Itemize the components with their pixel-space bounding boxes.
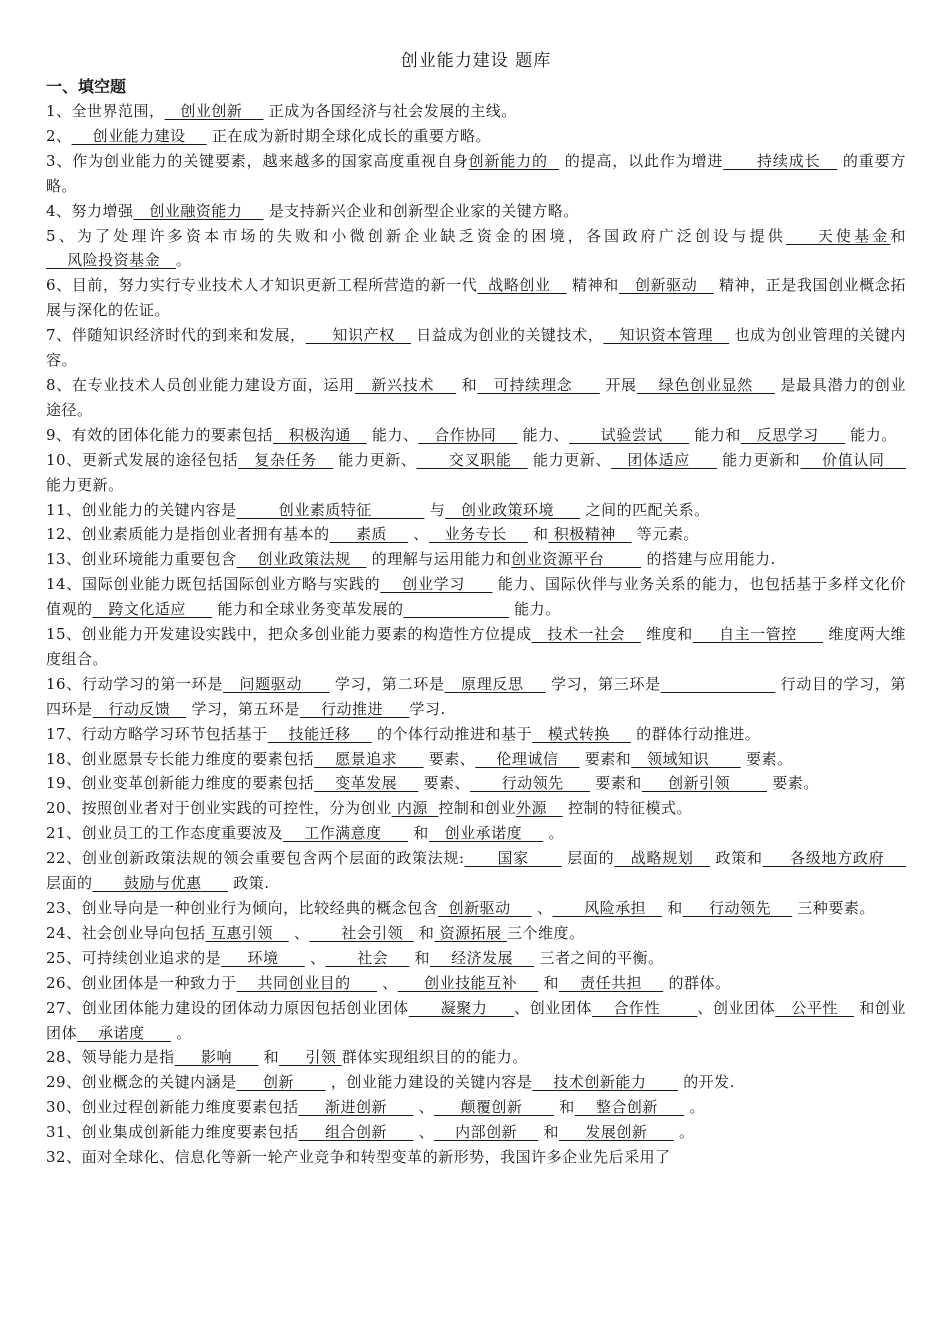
question-number: 3、 <box>46 151 73 170</box>
question-number: 26、 <box>46 973 82 992</box>
question-text: 的群体行动推进。 <box>630 724 761 743</box>
question-number: 5、 <box>46 226 77 245</box>
question-text: 更新式发展的途径包括 <box>81 450 239 469</box>
question-item <box>46 1145 906 1170</box>
question-item <box>46 199 906 224</box>
document-title: 创业能力建设 题库 <box>400 51 552 71</box>
answer-blank: 跨文化适应 <box>92 600 213 619</box>
question-text: 要素、 <box>423 749 476 768</box>
question-item <box>46 796 906 821</box>
question-text: 可持续创业追求的是 <box>81 948 222 967</box>
answer-blank: 创新引领 <box>641 774 767 793</box>
question-number: 16、 <box>46 674 82 693</box>
question-text: 能力、 <box>517 425 570 444</box>
answer-blank: 创业素质特征 <box>236 500 425 519</box>
answer-blank: 绿色创业显然 <box>636 375 775 394</box>
question-number: 10、 <box>46 450 82 469</box>
answer-blank: 技能迁移 <box>267 724 372 743</box>
question-text: 创业能力的关键内容是 <box>81 500 237 519</box>
answer-blank: 战略规划 <box>614 849 711 868</box>
answer-blank: 积极沟通 <box>273 425 367 444</box>
question-item <box>46 323 906 373</box>
question-item <box>46 522 906 547</box>
question-text: 和 <box>661 899 683 917</box>
answer-blank: 凝聚力 <box>408 998 515 1017</box>
question-text: 能力和 <box>689 425 741 444</box>
answer-blank: 渐进创新 <box>298 1098 414 1117</box>
question-text: 精神和 <box>566 276 619 295</box>
question-text: 创业素质能力是指创业者拥有基本的 <box>81 525 330 544</box>
question-text: 目前，努力实行专业技术人才知识更新工程所营造的新一代 <box>71 276 478 295</box>
question-text: 能力、 <box>366 425 419 444</box>
answer-blank: 共同创业目的 <box>236 973 378 992</box>
answer-blank: 技术创新能力 <box>532 1073 679 1092</box>
question-text: 创业团体能力建设的团体动力原因包括创业团体 <box>81 998 409 1017</box>
question-text: ，创业能力建设的关键内容是 <box>325 1073 533 1092</box>
question-item <box>46 124 906 149</box>
question-text: 和 <box>258 1048 280 1067</box>
question-text: 创业能力开发建设实践中，把众多创业能力要素的构造性方位提成 <box>81 625 532 644</box>
question-text: 开展 <box>599 375 637 394</box>
question-text: 、 <box>304 948 326 967</box>
answer-blank: 引领 <box>279 1048 342 1067</box>
answer-blank: 天使基金 <box>785 226 891 245</box>
question-text: 控制的特征模式。 <box>562 799 693 818</box>
question-text: 创业愿景专长能力维度的要素包括 <box>81 749 315 768</box>
question-text: 创业变革创新能力维度的要素包括 <box>81 774 315 793</box>
question-text: 和 <box>554 1098 575 1117</box>
question-text: 和 <box>890 226 906 245</box>
question-text: 和 <box>413 923 435 942</box>
question-text: 。 <box>673 1123 695 1142</box>
question-text: 要素。 <box>740 749 793 768</box>
question-item <box>46 1095 906 1120</box>
question-item <box>46 1120 906 1145</box>
question-number: 1、 <box>46 102 72 120</box>
answer-blank: 社会 <box>325 948 410 967</box>
question-text: 之间的匹配关系。 <box>580 500 710 519</box>
question-number: 29、 <box>46 1073 82 1092</box>
question-number: 18、 <box>46 749 82 768</box>
answer-blank: 行动领先 <box>682 899 793 917</box>
answer-blank: 问题驱动 <box>223 674 330 693</box>
question-text: 国际创业能力既包括国际创业方略与实践的 <box>82 575 381 594</box>
answer-blank: 合作协同 <box>418 425 518 444</box>
question-text: 层面的 <box>561 849 615 868</box>
question-text: 社会创业导向包括 <box>81 923 206 942</box>
question-text: 创业过程创新能力维度要素包括 <box>81 1098 299 1117</box>
answer-blank: 战略创业 <box>477 276 567 295</box>
question-text: 是支持新兴企业和创新型企业家的关键方略。 <box>263 201 579 220</box>
question-item <box>46 423 906 448</box>
question-item <box>46 273 906 323</box>
answer-blank: 可持续理念 <box>477 375 600 394</box>
answer-blank: 伦理诚信 <box>475 749 580 768</box>
answer-blank: 影响 <box>174 1048 259 1067</box>
question-item <box>46 722 906 747</box>
question-text: 创业概念的关键内涵是 <box>81 1073 237 1092</box>
question-text: 、创业团体 <box>514 998 592 1017</box>
question-number: 20、 <box>46 799 82 818</box>
question-number: 6、 <box>46 276 72 295</box>
question-text: 要素和 <box>590 774 642 793</box>
question-text: 要素。 <box>767 774 819 793</box>
question-number: 21、 <box>46 824 82 843</box>
question-number: 30、 <box>46 1098 82 1117</box>
question-number: 4、 <box>46 201 72 220</box>
answer-blank: 变革发展 <box>314 774 419 793</box>
question-number: 31、 <box>46 1123 82 1142</box>
question-text: 正在成为新时期全球化成长的重要方略。 <box>206 126 491 145</box>
question-text: 三种要素。 <box>792 899 875 917</box>
question-text: 能力、国际伙伴与业务关系的能力，也包括基于多样文化价值观的 <box>46 575 906 619</box>
question-number: 32、 <box>46 1148 82 1167</box>
answer-blank: 创新能力的 <box>468 151 560 170</box>
question-text: 能力更新。 <box>46 475 124 494</box>
question-text: 全世界范围， <box>71 102 165 120</box>
answer-blank: 组合创新 <box>298 1123 414 1142</box>
question-text: 和 <box>409 948 431 967</box>
question-item <box>46 622 906 672</box>
question-text: 、 <box>413 1123 435 1142</box>
question-text: 政策和 <box>710 849 763 868</box>
question-item <box>46 996 906 1046</box>
question-text: 、 <box>288 923 310 942</box>
question-number: 14、 <box>46 575 82 594</box>
question-text: 学习，第三环是 <box>545 674 661 693</box>
question-number: 12、 <box>46 525 82 544</box>
answer-blank: 风险承担 <box>552 899 662 917</box>
answer-blank: 行动推进 <box>299 699 410 718</box>
question-text: 学习，第五环是 <box>186 699 300 718</box>
question-number: 17、 <box>46 724 82 743</box>
question-text: 和 <box>527 525 549 544</box>
answer-blank: 创新驱动 <box>438 899 532 917</box>
question-number: 19、 <box>46 774 82 793</box>
question-text: 等元素。 <box>631 525 699 544</box>
answer-blank: 风险投资基金 <box>46 251 176 270</box>
question-item <box>46 224 906 274</box>
question-item <box>46 846 906 896</box>
question-item <box>46 498 906 523</box>
question-text: 与 <box>424 500 446 519</box>
answer-blank: 承诺度 <box>77 1023 171 1042</box>
question-text: 控制和创业 <box>438 799 516 818</box>
question-text: 伴随知识经济时代的到来和发展， <box>71 326 306 345</box>
question-text: 是最具潜力的创业途径。 <box>46 375 906 419</box>
question-text: 的搭建与应用能力. <box>641 550 776 569</box>
answer-blank: 行动领先 <box>470 774 590 793</box>
question-item <box>46 99 906 124</box>
question-text: 政策. <box>227 874 270 893</box>
answer-blank: 合作性 <box>591 998 698 1017</box>
answer-blank: 知识产权 <box>305 326 411 345</box>
question-item <box>46 921 906 946</box>
question-text: 为了处理许多资本市场的失败和小微创新企业缺乏资金的困境，各国政府广泛创设与提供 <box>76 226 786 245</box>
question-text: 能力。 <box>845 425 897 444</box>
answer-blank: 原理反思 <box>444 674 546 693</box>
question-text: 的群体。 <box>663 973 731 992</box>
question-text: 。 <box>170 1023 192 1042</box>
question-number: 9、 <box>46 425 72 444</box>
question-text: 创业集成创新能力维度要素包括 <box>81 1123 299 1142</box>
question-text: 有效的团体化能力的要素包括 <box>71 425 274 444</box>
answer-blank: 创业资源平台 <box>511 550 642 569</box>
answer-blank: 外源 <box>515 799 563 818</box>
question-text: 、 <box>413 1098 435 1117</box>
question-text: 能力更新和 <box>716 450 801 469</box>
answer-blank: 内源 <box>391 799 439 818</box>
question-text: 和 <box>538 973 560 992</box>
question-text: 领导能力是指 <box>81 1048 175 1067</box>
question-text: 、 <box>531 899 553 917</box>
question-item <box>46 672 906 722</box>
question-text: 作为创业能力的关键要素，越来越多的国家高度重视自身 <box>72 151 469 170</box>
answer-blank: 创业政策法规 <box>236 550 367 569</box>
answer-blank: 资源拓展 <box>434 923 507 942</box>
question-number: 11、 <box>46 500 82 519</box>
answer-blank: 工作满意度 <box>283 824 409 843</box>
question-text: 能力更新、 <box>527 450 612 469</box>
question-text: 层面的 <box>46 874 93 893</box>
question-text: 行动目的学习，第四环是 <box>46 674 906 718</box>
answer-blank: 素质 <box>329 525 409 544</box>
question-text: 日益成为创业的关键技术， <box>410 326 604 345</box>
answer-blank: 社会引领 <box>309 923 414 942</box>
question-number: 28、 <box>46 1048 82 1067</box>
question-text: 努力增强 <box>71 201 134 220</box>
question-item <box>46 971 906 996</box>
question-text: 按照创业者对于创业实践的可控性，分为创业 <box>81 799 392 818</box>
question-text: 行动学习的第一环是 <box>81 674 224 693</box>
question-number: 2、 <box>46 126 72 145</box>
question-text: 要素、 <box>418 774 471 793</box>
answer-blank: 持续成长 <box>723 151 838 170</box>
answer-blank: 价值认同 <box>800 450 906 469</box>
answer-blank: 发展创新 <box>559 1123 674 1142</box>
answer-blank: 模式转换 <box>532 724 631 743</box>
answer-blank: 技术一社会 <box>531 625 641 644</box>
question-text: 和创业团体 <box>46 998 906 1042</box>
question-item <box>46 896 906 921</box>
answer-blank: 国家 <box>464 849 562 868</box>
question-text: 的个体行动推进和基于 <box>371 724 533 743</box>
question-text: 学习，第二环是 <box>329 674 445 693</box>
answer-blank: 内部创新 <box>434 1123 539 1142</box>
question-number: 25、 <box>46 948 82 967</box>
question-number: 13、 <box>46 550 82 569</box>
question-number: 23、 <box>46 899 82 917</box>
answer-blank: 自主一管控 <box>692 625 824 644</box>
question-text: 创业创新政策法规的领会重要包含两个层面的政策法规: <box>82 849 465 868</box>
answer-blank: 经济发展 <box>430 948 535 967</box>
question-text: 创业员工的工作态度重要波及 <box>81 824 284 843</box>
question-text: 和 <box>456 375 478 394</box>
answer-blank: 创新 <box>236 1073 326 1092</box>
answer-blank: 创新驱动 <box>618 276 714 295</box>
question-text: 群体实现组织目的的能力。 <box>341 1048 528 1067</box>
question-text: 。 <box>684 1098 706 1117</box>
answer-blank: 颠覆创新 <box>434 1098 555 1117</box>
answer-blank: 互惠引领 <box>205 923 289 942</box>
answer-blank: 整合创新 <box>574 1098 685 1117</box>
question-text: 。 <box>543 824 564 843</box>
question-item <box>46 747 906 772</box>
question-text: 的开发. <box>678 1073 736 1092</box>
question-item <box>46 373 906 423</box>
answer-blank: 行动反馈 <box>92 699 187 718</box>
answer-blank: 领域知识 <box>631 749 741 768</box>
question-list <box>46 99 906 1170</box>
question-text: 、 <box>377 973 398 992</box>
question-text: 、创业团体 <box>697 998 776 1017</box>
answer-blank: 知识资本管理 <box>603 326 730 345</box>
answer-blank: 反思学习 <box>740 425 846 444</box>
answer-blank: 团体适应 <box>611 450 717 469</box>
answer-blank: 创业政策环境 <box>445 500 581 519</box>
answer-blank: 愿景追求 <box>314 749 424 768</box>
question-item <box>46 771 906 796</box>
question-text: 创业团体是一种致力于 <box>81 973 237 992</box>
question-text: 三者之间的平衡。 <box>534 948 664 967</box>
question-item <box>46 572 906 622</box>
question-text: 和 <box>408 824 429 843</box>
question-text: 的重要方略。 <box>46 151 906 195</box>
question-text: 学习. <box>409 699 446 718</box>
question-text: 和 <box>538 1123 560 1142</box>
question-text: 行动方略学习环节包括基于 <box>81 724 268 743</box>
question-text: 能力和全球业务变革发展的 <box>212 600 404 619</box>
question-number: 24、 <box>46 923 82 942</box>
question-text: 创业环境能力重要包含 <box>81 550 237 569</box>
question-text: 、 <box>408 525 429 544</box>
question-text: 维度和 <box>640 625 693 644</box>
question-text: 精神，正是我国创业概念拓展与深化的佐证。 <box>46 276 906 320</box>
question-number: 27、 <box>46 998 82 1017</box>
answer-blank: 鼓励与优惠 <box>92 874 228 893</box>
answer-blank: 复杂任务 <box>238 450 334 469</box>
question-item <box>46 1045 906 1070</box>
answer-blank: 创业技能互补 <box>397 973 539 992</box>
answer-blank <box>403 600 508 618</box>
answer-blank: 创业创新 <box>164 102 264 120</box>
answer-blank: 交叉职能 <box>416 450 528 469</box>
section-heading: 一、填空题 <box>46 77 127 96</box>
answer-blank: 环境 <box>221 948 305 967</box>
question-item <box>46 448 906 498</box>
answer-blank: 积极精神 <box>548 525 632 544</box>
question-text: 正成为各国经济与社会发展的主线。 <box>263 102 517 120</box>
question-text: 要素和 <box>579 749 632 768</box>
question-text: 能力更新、 <box>333 450 417 469</box>
question-text: 创业导向是一种创业行为倾向，比较经典的概念包含 <box>81 899 439 917</box>
question-number: 15、 <box>46 625 82 644</box>
question-text: 维度两大维度组合。 <box>46 625 906 668</box>
question-text: 在专业技术人员创业能力建设方面，运用 <box>71 375 355 394</box>
answer-blank: 公平性 <box>775 998 854 1017</box>
question-number: 8、 <box>46 375 72 394</box>
answer-blank: 各级地方政府 <box>762 849 906 868</box>
question-text: 的理解与运用能力和 <box>366 550 512 569</box>
question-item <box>46 547 906 572</box>
question-item <box>46 821 906 846</box>
answer-blank: 责任共担 <box>559 973 664 992</box>
question-item <box>46 1070 906 1095</box>
question-text: 三个维度。 <box>506 923 585 942</box>
question-text: 的提高，以此作为增进 <box>559 151 724 170</box>
answer-blank: 创业能力建设 <box>71 126 207 145</box>
answer-blank: 创业承诺度 <box>428 824 544 843</box>
question-text: 面对全球化、信息化等新一轮产业竞争和转型变革的新形势，我国许多企业先后采用了 <box>81 1148 671 1167</box>
question-item <box>46 149 906 199</box>
question-number: 7、 <box>46 326 72 345</box>
answer-blank: 业务专长 <box>428 525 528 544</box>
answer-blank <box>661 675 775 693</box>
answer-blank: 新兴技术 <box>354 375 457 394</box>
question-text: 。 <box>175 251 192 270</box>
question-text: 能力。 <box>508 600 561 619</box>
question-item <box>46 946 906 971</box>
answer-blank: 试验尝试 <box>569 425 690 444</box>
question-number: 22、 <box>46 849 83 868</box>
answer-blank: 创业融资能力 <box>133 201 264 220</box>
answer-blank: 创业学习 <box>380 575 493 594</box>
question-text: 也成为创业管理的关键内容。 <box>46 326 906 370</box>
